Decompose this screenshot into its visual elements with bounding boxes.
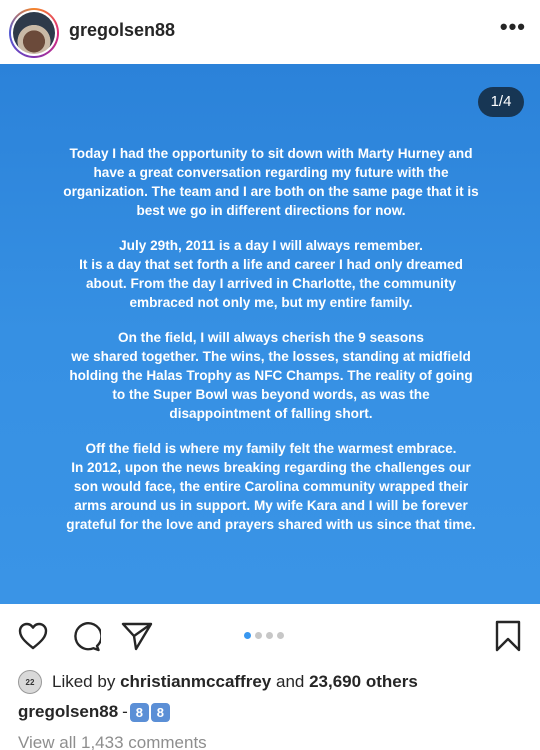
post-paragraph-4: Off the field is where my family felt the warmest embrace. In 2012, upon the news breaking regarding the challenges our son would face, the entire Carolina community wrapped their arms around us in support. My wife Kara and I will be forever grateful for the love and prayers shared with us since that time. xyxy=(66,441,476,532)
header-username[interactable]: gregolsen88 xyxy=(69,20,176,40)
post-text xyxy=(36,144,506,550)
action-bar xyxy=(0,604,540,664)
post-image[interactable] xyxy=(0,64,540,604)
likes-and: and xyxy=(275,672,305,691)
likes-others[interactable]: 23,690 others xyxy=(309,672,418,691)
comment-icon[interactable] xyxy=(71,622,101,652)
carousel-dot xyxy=(266,632,273,639)
carousel-dot xyxy=(244,632,251,639)
carousel-dot xyxy=(277,632,284,639)
profile-avatar[interactable] xyxy=(9,8,59,58)
keycap-eight-emoji: 8 xyxy=(151,703,170,722)
post-paragraph-1: Today I had the opportunity to sit down with Marty Hurney and have a great conversation regarding my future with the organization. The team and I are both on the same page that it is best we go in different directions for now. xyxy=(63,146,479,218)
caption xyxy=(18,702,170,722)
view-all-comments-link[interactable]: View all 1,433 comments xyxy=(18,733,207,750)
heart-icon[interactable] xyxy=(18,622,48,650)
liker-username[interactable]: christianmccaffrey xyxy=(120,672,272,691)
avatar-image xyxy=(13,12,55,54)
post-paragraph-2: July 29th, 2011 is a day I will always remember. It is a day that set forth a life and career I had only dreamed about. From the day I arrived in Charlotte, the community embraced not only me, but my entire family. xyxy=(79,238,463,310)
carousel-counter: 1/4 xyxy=(478,87,524,117)
likes-row xyxy=(18,668,418,696)
share-icon[interactable] xyxy=(121,621,153,651)
likes-prefix: Liked by xyxy=(52,672,116,691)
avatar-border xyxy=(11,10,57,56)
more-horizontal-icon[interactable]: ••• xyxy=(499,14,526,39)
liker-avatar[interactable]: 22 xyxy=(18,670,42,694)
post-header xyxy=(0,0,540,64)
bookmark-icon[interactable] xyxy=(494,620,522,652)
caption-text: - xyxy=(122,702,128,721)
carousel-indicator xyxy=(244,632,284,639)
keycap-eight-emoji: 8 xyxy=(130,703,149,722)
carousel-dot xyxy=(255,632,262,639)
post-paragraph-3: On the field, I will always cherish the 9 seasons we shared together. The wins, the losses, standing at midfield holding the Halas Trophy as NFC Champs. The reality of going to the Super Bowl was beyond words, as was the disappointment of falling short. xyxy=(69,330,473,421)
caption-username[interactable]: gregolsen88 xyxy=(18,702,119,721)
